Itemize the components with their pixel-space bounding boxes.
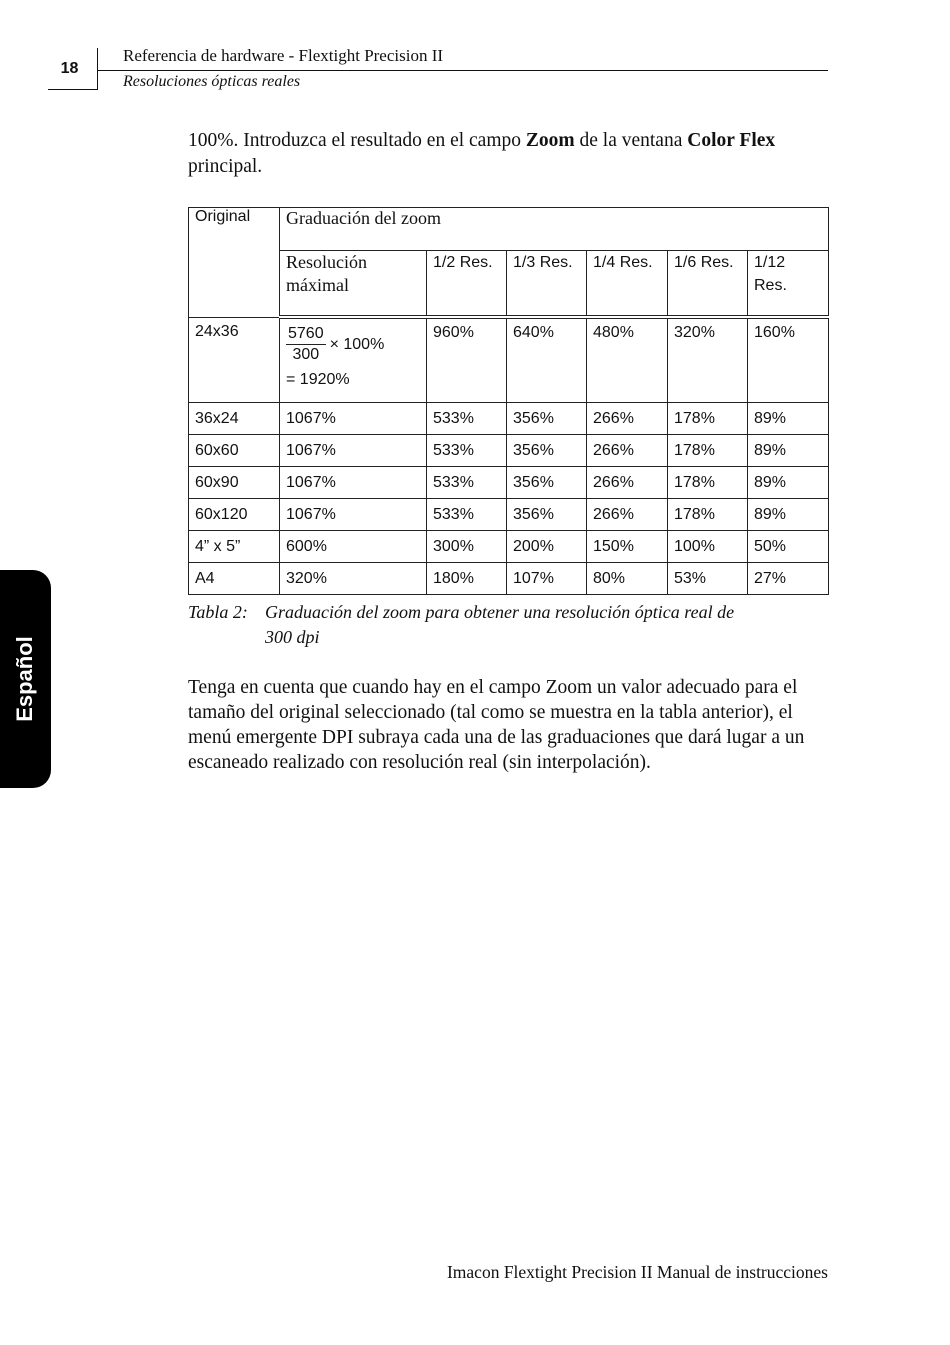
column-header-original: Original: [189, 208, 280, 318]
table-cell: 533%: [427, 499, 507, 531]
table-cell: 533%: [427, 435, 507, 467]
table-row: [189, 531, 829, 563]
table-cell: 27%: [748, 563, 829, 595]
formula-numerator: 5760: [286, 324, 326, 345]
table-cell: 480%: [587, 317, 668, 403]
table-cell: 356%: [507, 403, 587, 435]
table-row: [189, 467, 829, 499]
table-cell: 178%: [668, 499, 748, 531]
formula-fraction: [286, 324, 326, 365]
table-cell: 200%: [507, 531, 587, 563]
table-cell: 150%: [587, 531, 668, 563]
table-cell: 178%: [668, 467, 748, 499]
table-cell-original: A4: [189, 563, 280, 595]
table-cell-original: 4” x 5”: [189, 531, 280, 563]
body-paragraph: Tenga en cuenta que cuando hay en el campo Zoom un valor adecuado para el tamaño del original seleccionado (tal como se muestra en la tabla anterior), el menú emergente DPI subraya cada una de las graduaciones que dará lugar a un escaneado realizado con resolución real (sin interpolación).: [188, 677, 805, 773]
column-header-twelfth: 1/12 Res.: [748, 251, 829, 318]
table-cell: 53%: [668, 563, 748, 595]
table-cell: 640%: [507, 317, 587, 403]
table-cell-original: 60x60: [189, 435, 280, 467]
column-header-third: 1/3 Res.: [507, 251, 587, 318]
page-number: 18: [48, 48, 98, 90]
caption-label: Tabla 2:: [188, 602, 248, 622]
formula-result: = 1920%: [286, 371, 350, 388]
page-footer: Imacon Flextight Precision II Manual de instrucciones: [446, 1262, 828, 1282]
table-cell: 89%: [748, 435, 829, 467]
column-header-sixth: 1/6 Res.: [668, 251, 748, 318]
table-cell: 300%: [427, 531, 507, 563]
table-cell: 1067%: [280, 403, 427, 435]
table-cell: 266%: [587, 499, 668, 531]
table-cell: 356%: [507, 467, 587, 499]
table-cell-original: 36x24: [189, 403, 280, 435]
table-cell: 1067%: [280, 435, 427, 467]
language-side-tab: [0, 570, 51, 788]
table-cell-formula: [280, 317, 427, 403]
column-header-resolution: Resolución máximal: [280, 251, 427, 318]
column-header-half: 1/2 Res.: [427, 251, 507, 318]
column-group-header-zoom: Graduación del zoom: [280, 208, 829, 251]
table-row: [189, 317, 829, 403]
table-cell: 89%: [748, 403, 829, 435]
table-cell: 356%: [507, 499, 587, 531]
intro-text-2: de la ventana: [574, 130, 688, 151]
table-cell: 320%: [280, 563, 427, 595]
table-cell: 320%: [668, 317, 748, 403]
intro-bold-zoom: Zoom: [525, 130, 575, 151]
language-side-tab-label: Español: [12, 636, 37, 722]
table-cell: 107%: [507, 563, 587, 595]
table-row: [189, 403, 829, 435]
table-cell-original: 60x120: [189, 499, 280, 531]
table-row: [189, 499, 829, 531]
header-divider: [98, 70, 828, 71]
table-cell: 1067%: [280, 467, 427, 499]
table-cell: 50%: [748, 531, 829, 563]
table-cell: 600%: [280, 531, 427, 563]
intro-text-3: principal.: [188, 156, 263, 177]
table-cell: 356%: [507, 435, 587, 467]
running-header-title: Referencia de hardware - Flextight Precision II: [123, 46, 444, 65]
table-cell: 180%: [427, 563, 507, 595]
table-cell: 178%: [668, 403, 748, 435]
intro-paragraph: [188, 128, 828, 180]
running-header-subtitle: Resoluciones ópticas reales: [123, 73, 301, 90]
formula-denominator: 300: [292, 346, 320, 363]
caption-text: Graduación del zoom para obtener una resolución óptica real de 300 dpi: [265, 602, 735, 647]
column-header-quarter: 1/4 Res.: [587, 251, 668, 318]
table-cell: 1067%: [280, 499, 427, 531]
table-caption: [188, 600, 748, 650]
table-cell: 266%: [587, 435, 668, 467]
table-cell: 266%: [587, 403, 668, 435]
table-cell: 533%: [427, 403, 507, 435]
table-cell: 160%: [748, 317, 829, 403]
table-row: [189, 563, 829, 595]
formula-multiplier: × 100%: [329, 335, 385, 353]
table-cell: 178%: [668, 435, 748, 467]
intro-text-1: 100%. Introduzca el resultado en el campo: [188, 130, 526, 151]
table-cell-original: 60x90: [189, 467, 280, 499]
table-cell: 89%: [748, 499, 829, 531]
table-cell: 80%: [587, 563, 668, 595]
table-cell: 100%: [668, 531, 748, 563]
zoom-table: [188, 207, 829, 595]
table-cell-original: 24x36: [189, 317, 280, 403]
table-row: [189, 435, 829, 467]
intro-bold-colorflex: Color Flex: [687, 130, 776, 151]
table-cell: 533%: [427, 467, 507, 499]
table-cell: 266%: [587, 467, 668, 499]
table-cell: 89%: [748, 467, 829, 499]
table-cell: 960%: [427, 317, 507, 403]
